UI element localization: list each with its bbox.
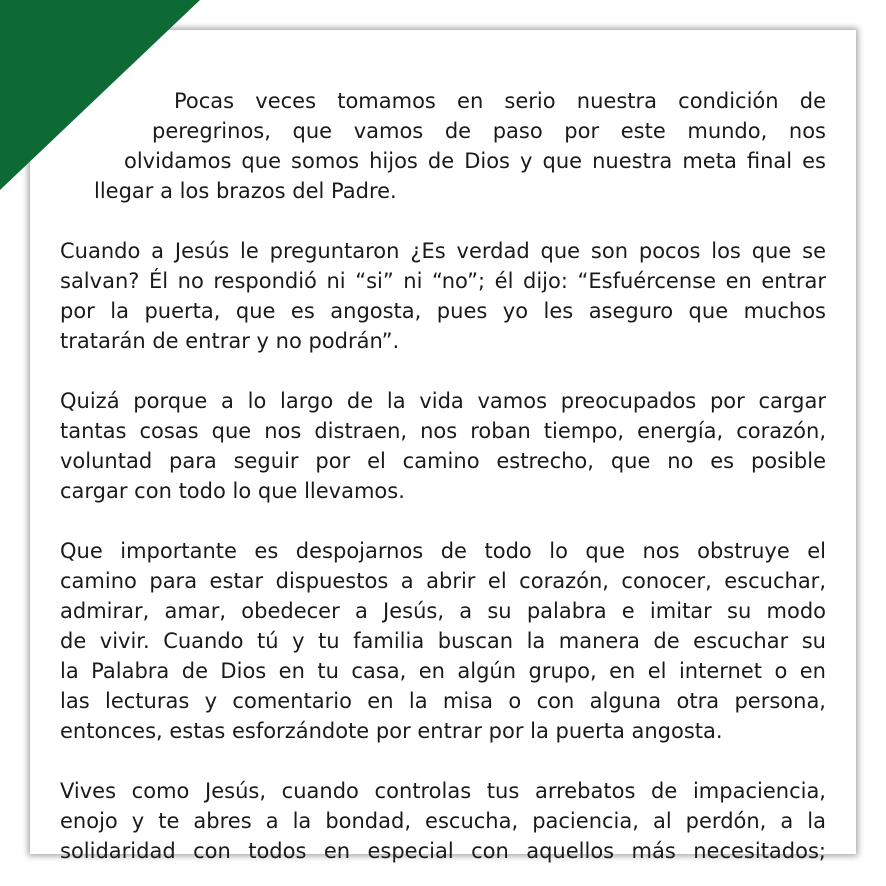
text-line: admirar, amar, obedecer a Jesús, a su palabra e imitar su modo <box>60 599 826 623</box>
text-line: salvan? Él no respondió ni “si” ni “no”; él dijo: “Esfuércense en entrar <box>60 269 826 293</box>
text-card <box>30 30 856 863</box>
paragraph-1 <box>60 86 826 206</box>
paragraph-4 <box>60 536 826 746</box>
text-line: solidaridad con todos en especial con aquellos más necesitados; <box>60 839 826 863</box>
text-line: tantas cosas que nos distraen, nos roban tiempo, energía, corazón, <box>60 419 826 443</box>
text-line: cargar con todo lo que llevamos. <box>60 479 405 503</box>
text-line: Quizá porque a lo largo de la vida vamos preocupados por cargar <box>60 389 826 413</box>
text-line: las lecturas y comentario en la misa o con alguna otra persona, <box>60 689 826 713</box>
paragraph-3 <box>60 386 826 506</box>
text-line: Cuando a Jesús le preguntaron ¿Es verdad que son pocos los que se <box>60 239 826 263</box>
text-line: olvidamos que somos hijos de Dios y que nuestra meta final es <box>124 149 826 173</box>
text-line: tratarán de entrar y no podrán”. <box>60 329 400 353</box>
text-line: camino para estar dispuestos a abrir el corazón, conocer, escuchar, <box>60 569 826 593</box>
text-line: la Palabra de Dios en tu casa, en algún grupo, en el internet o en <box>60 659 826 683</box>
text-line: por la puerta, que es angosta, pues yo les aseguro que muchos <box>60 299 826 323</box>
text-line: peregrinos, que vamos de paso por este mundo, nos <box>152 119 826 143</box>
body-text <box>60 86 826 886</box>
text-line: llegar a los brazos del Padre. <box>94 179 397 203</box>
paragraph-5 <box>60 776 826 866</box>
text-line: Pocas veces tomamos en serio nuestra condición de <box>174 89 826 113</box>
text-line: enojo y te abres a la bondad, escucha, paciencia, al perdón, a la <box>60 809 826 833</box>
text-line: Que importante es despojarnos de todo lo que nos obstruye el <box>60 539 826 563</box>
text-line: de vivir. Cuando tú y tu familia buscan la manera de escuchar su <box>60 629 826 653</box>
text-line: entonces, estas esforzándote por entrar por la puerta angosta. <box>60 719 723 743</box>
text-line: voluntad para seguir por el camino estrecho, que no es posible <box>60 449 826 473</box>
text-line: Vives como Jesús, cuando controlas tus arrebatos de impaciencia, <box>60 779 826 803</box>
paragraph-2 <box>60 236 826 356</box>
